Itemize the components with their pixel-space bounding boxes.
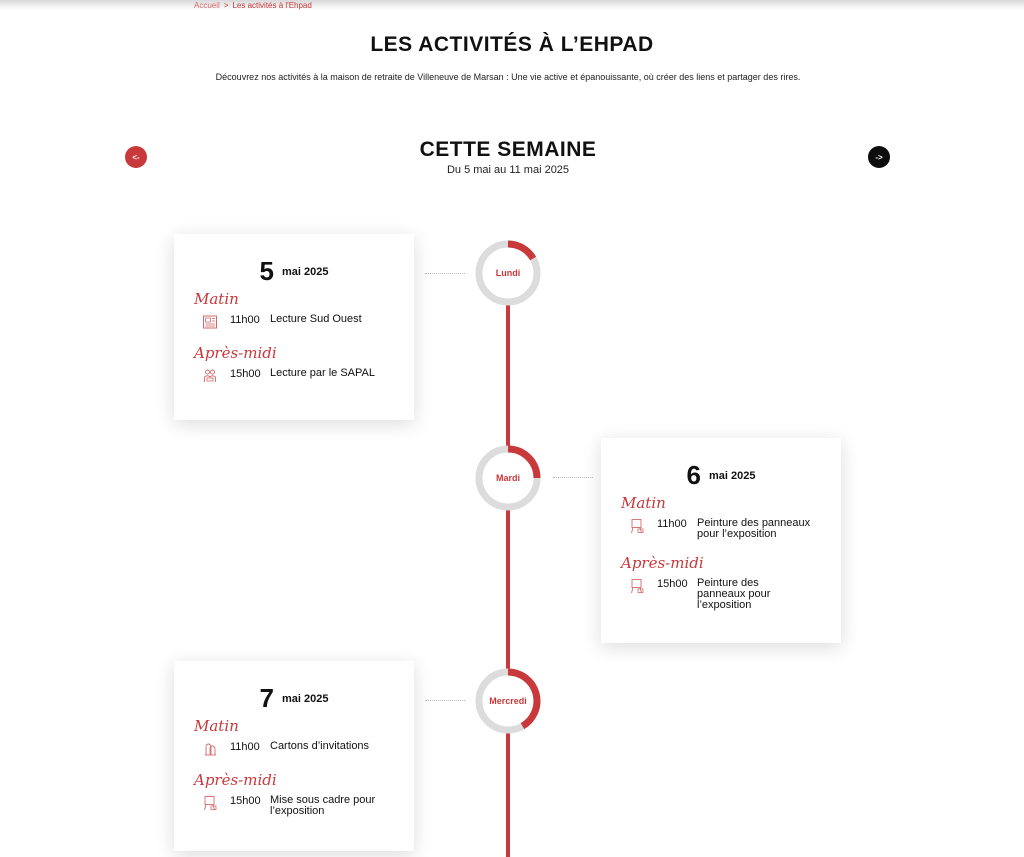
activity-time: 15h00 [657, 578, 688, 590]
month-year: mai 2025 [281, 692, 329, 705]
afternoon-label: Après-midi [194, 771, 277, 789]
week-range: Du 5 mai au 11 mai 2025 [446, 164, 570, 176]
day-name: Lundi [495, 268, 521, 278]
activity-item [202, 741, 414, 757]
top-shadow [0, 0, 1024, 10]
morning-label: Matin [194, 717, 239, 735]
activity-title: Peinture des panneaux pour l’exposition [697, 517, 811, 540]
timeline-connector [425, 273, 465, 274]
newspaper-icon [202, 314, 218, 330]
breadcrumb [194, 1, 312, 10]
timeline-line [506, 300, 510, 857]
activity-item [202, 314, 414, 330]
afternoon-label: Après-midi [621, 554, 704, 572]
reading-people-icon [202, 368, 218, 384]
day-name: Mardi [495, 473, 520, 483]
day-node-mardi[interactable] [475, 445, 541, 511]
page-title: LES ACTIVITÉS À L’EHPAD [370, 33, 654, 56]
day-number: 5 [259, 256, 274, 286]
crafts-icon [202, 741, 218, 757]
page-intro: Découvrez nos activités à la maison de retraite de Villeneuve de Marsan : Une vie active et épanouissante, où créer des liens et partager des rires. [215, 72, 801, 82]
activity-item [202, 368, 414, 384]
activity-title: Mise sous cadre pour l’exposition [270, 794, 376, 817]
card-date [174, 683, 414, 713]
activity-item [202, 795, 414, 817]
day-number: 7 [259, 683, 274, 713]
card-date [174, 256, 414, 286]
breadcrumb-current: Les activités à l'Ehpad [232, 1, 312, 10]
day-node-mercredi[interactable] [475, 668, 541, 734]
next-week-button[interactable]: -> [868, 146, 890, 168]
activity-time: 15h00 [230, 368, 261, 380]
activity-title: Lecture par le SAPAL [270, 367, 375, 379]
breadcrumb-home-link[interactable]: Accueil [194, 1, 220, 10]
easel-icon [629, 578, 645, 594]
day-number: 6 [686, 460, 701, 490]
day-card-mardi [601, 438, 841, 643]
activity-title: Peinture des panneaux pour l’exposition [697, 577, 771, 611]
day-card-lundi [174, 234, 414, 420]
activity-time: 11h00 [230, 741, 260, 753]
month-year: mai 2025 [281, 265, 329, 278]
month-year: mai 2025 [708, 469, 756, 482]
easel-icon [202, 795, 218, 811]
day-card-mercredi [174, 661, 414, 851]
day-node-lundi[interactable] [475, 240, 541, 306]
prev-week-button[interactable]: <- [125, 146, 147, 168]
morning-label: Matin [194, 290, 239, 308]
activity-title: Lecture Sud Ouest [270, 313, 362, 325]
activity-time: 11h00 [230, 314, 260, 326]
easel-icon [629, 518, 645, 534]
activity-title: Cartons d’invitations [270, 740, 370, 752]
breadcrumb-separator: > [223, 1, 229, 10]
activity-item [629, 518, 841, 540]
afternoon-label: Après-midi [194, 344, 277, 362]
week-title: CETTE SEMAINE [419, 138, 597, 161]
timeline-connector [553, 477, 593, 478]
activity-time: 11h00 [657, 518, 687, 530]
activity-time: 15h00 [230, 795, 261, 807]
card-date [601, 460, 841, 490]
activity-item [629, 578, 841, 611]
timeline-connector [425, 700, 465, 701]
day-name: Mercredi [489, 696, 527, 706]
morning-label: Matin [621, 494, 666, 512]
